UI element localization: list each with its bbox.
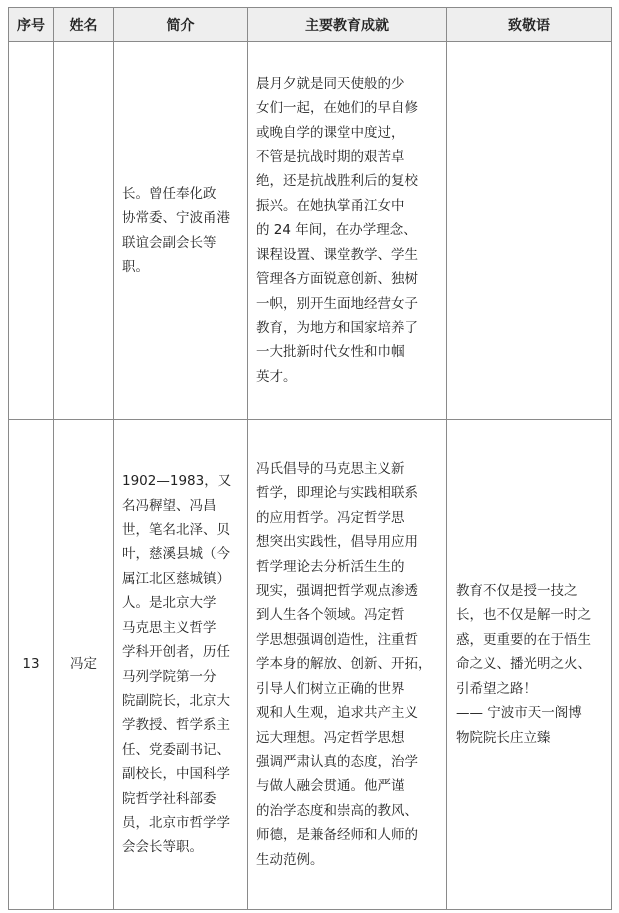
row-serial-number: 13 bbox=[9, 420, 54, 910]
row-tribute-cell bbox=[447, 420, 612, 910]
header-introduction: 简介 bbox=[114, 8, 248, 42]
row-introduction-cell bbox=[114, 42, 248, 420]
table-row bbox=[9, 420, 612, 910]
header-name: 姓名 bbox=[54, 8, 114, 42]
row-achievement: 晨月夕就是同天使般的少 女们一起，在她们的早自修 或晚自学的课堂中度过， 不管是抗战时期的艰苦卓 绝，还是抗战胜利后的复校 振兴。在她执掌甬江女中 的 24 年间，在办学理念、 课程设置、课堂教学、学生 管理各方面锐意创新、独树 一帜，别开生面地经营女子 教育，为地方和国家培养了 一大批新时代女性和巾帼 英才。 bbox=[256, 75, 418, 385]
row-serial-number bbox=[9, 42, 54, 420]
row-tribute-cell bbox=[447, 42, 612, 420]
table-header-row bbox=[9, 8, 612, 42]
row-introduction: 1902—1983，又 名冯稺望、冯昌 世，笔名北泽、贝 叶，慈溪县城（今 属江北区慈城镇） 人。是北京大学 马克思主义哲学 学科开创者，历任 马列学院第一分 院副院长，北京大 学教授、哲学系主 任、党委副书记、 副校长，中国科学 院哲学社科部委 员，北京市哲学学 会会长等职。 bbox=[122, 473, 232, 856]
row-name bbox=[54, 42, 114, 420]
row-introduction: 长。曾任奉化政 协常委、宁波甬港 联谊会副会长等 职。 bbox=[122, 185, 230, 275]
header-tribute: 致敬语 bbox=[447, 8, 612, 42]
table-row bbox=[9, 42, 612, 420]
row-tribute: 教育不仅是授一技之 长，也不仅是解一时之 惑，更重要的在于悟生 命之义、播光明之火、 引希望之路！ —— 宁波市天一阁博 物院院长庄立臻 bbox=[456, 583, 591, 746]
education-achievements-table bbox=[8, 7, 612, 910]
row-achievement-cell bbox=[248, 42, 447, 420]
header-serial-number: 序号 bbox=[9, 8, 54, 42]
row-achievement-cell bbox=[248, 420, 447, 910]
row-achievement: 冯氏倡导的马克思主义新 哲学，即理论与实践相联系 的应用哲学。冯定哲学思 想突出实践性，倡导用应用 哲学理论去分析活生生的 现实，强调把哲学观点渗透 到人生各个领域。冯定哲 学思想强调创造性，注重哲 学本身的解放、创新、开拓， 引导人们树立正确的世界 观和人生观，追求共产主义 远大理想。冯定哲学思想 强调严肃认真的态度，治学 与做人融会贯通。他严谨 的治学态度和崇高的教风、 师德，是兼备经师和人师的 生动范例。 bbox=[256, 461, 432, 868]
row-name: 冯定 bbox=[54, 420, 114, 910]
header-main-achievements: 主要教育成就 bbox=[248, 8, 447, 42]
row-introduction-cell bbox=[114, 420, 248, 910]
